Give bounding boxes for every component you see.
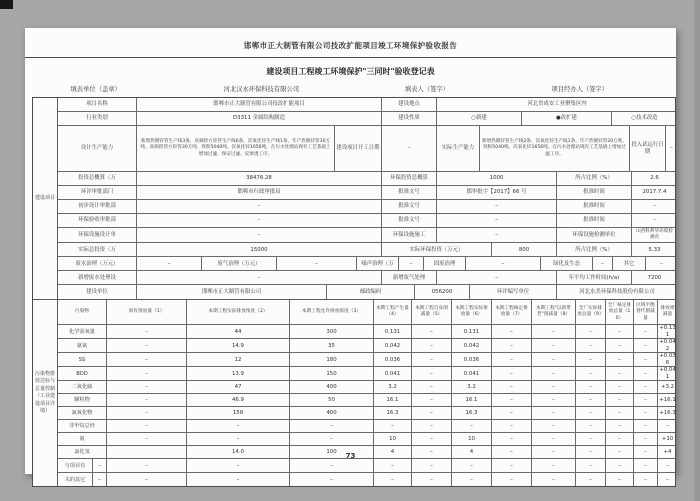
- pollutant-name: BOD: [76, 370, 88, 377]
- form-cell: 邯郸市正大制管有限公司技改扩能项目: [136, 98, 381, 111]
- table-cell: 44: [186, 325, 289, 338]
- form-cell: 废气治理（万元）: [201, 257, 276, 270]
- table-cell: –: [575, 394, 605, 406]
- pollutant-name: 二氧化硫: [71, 384, 93, 391]
- form-cell: 环评审批部门: [80, 189, 114, 196]
- table-cell: –: [531, 459, 575, 472]
- form-cell: 所占比例（%）: [556, 243, 631, 256]
- form-cell: 山西科利华环境检测有: [631, 228, 677, 242]
- table-cell: –: [92, 459, 106, 472]
- table-cell: –: [491, 353, 531, 366]
- form-cell: –: [436, 271, 556, 284]
- form-cell: 5.33: [631, 243, 677, 256]
- form-cell: –: [645, 257, 677, 270]
- pollutant-row: [58, 419, 675, 432]
- table-cell: +0.131: [657, 325, 677, 338]
- form-cell: 实际环保投资（万元）: [381, 243, 491, 256]
- table-cell: –: [411, 367, 451, 380]
- form-cell: –: [136, 214, 381, 227]
- form-cell: 环保设施施工: [381, 228, 436, 242]
- form-header-row: [32, 84, 669, 93]
- table-cell: –: [657, 420, 677, 432]
- table-cell: 400: [289, 407, 373, 419]
- page-number: 73: [345, 452, 356, 460]
- header-cell: 本期工程自身削减量（5）: [411, 300, 451, 324]
- form-row: [58, 185, 675, 199]
- table-cell: +4: [657, 446, 677, 458]
- table-cell: 0.042: [373, 339, 411, 352]
- form-cell: 投入试运行日期: [629, 126, 665, 171]
- table-cell: 158: [186, 407, 289, 419]
- table-cell: –: [411, 473, 451, 486]
- header-cell: 排放增减量: [657, 300, 677, 324]
- table-cell: –: [575, 325, 605, 338]
- form-cell: 新增废气处理: [381, 271, 436, 284]
- table-cell: –: [531, 473, 575, 486]
- table-cell: –: [605, 367, 633, 380]
- form-cell: 批准时间: [556, 186, 631, 199]
- table-cell: –: [106, 353, 186, 366]
- form-cell: –: [398, 257, 423, 270]
- form-cell: 投资总概算（万: [78, 175, 116, 182]
- form-row: [58, 171, 675, 185]
- form-cell: –: [436, 214, 556, 227]
- table-cell: +16.3: [657, 407, 677, 419]
- header-cell: 本期工程实际排放浓度（2）: [186, 300, 289, 324]
- table-cell: –: [411, 394, 451, 406]
- table-cell: +16.1: [657, 394, 677, 406]
- form-cell: 新增热镀锌管生产线2条、次氧化锌生产线1条、年产热镀锌管20万吨、铁粉5040吨、次氧化锌1656吨，在污水处理站现有工艺基础上增加过滤工序。: [479, 126, 629, 171]
- form-cell: 056200: [414, 285, 469, 299]
- table-cell: –: [106, 381, 186, 393]
- header-cell: 全厂实际排放总量（9）: [575, 300, 605, 324]
- form-cell: –: [276, 257, 356, 270]
- fill-unit-value: 河北汉永环保科技有限公司: [223, 86, 300, 93]
- table-cell: –: [605, 420, 633, 432]
- table-cell: 10: [373, 433, 411, 445]
- construction-section: [33, 98, 675, 299]
- form-row: [58, 256, 675, 270]
- table-cell: –: [531, 446, 575, 458]
- pollutant-row: [58, 393, 675, 406]
- table-cell: +3.2: [657, 381, 677, 393]
- table-cell: –: [491, 381, 531, 393]
- pollutant-name: 氨: [79, 436, 85, 443]
- scan-artifact: [0, 0, 13, 9]
- document-page: [25, 28, 676, 483]
- form-cell: 新增废水处理设: [78, 274, 116, 281]
- form-row: [58, 284, 675, 299]
- table-cell: –: [531, 407, 575, 419]
- form-cell: 2.6: [631, 172, 677, 185]
- form-cell: 项目名称: [86, 101, 108, 108]
- table-cell: –: [411, 381, 451, 393]
- form-cell: 邯审批字【2017】66 号: [436, 186, 556, 199]
- fill-unit-label: 填表单位（盖章）: [70, 86, 121, 93]
- table-cell: –: [491, 433, 531, 445]
- table-cell: 14.0: [186, 446, 289, 458]
- form-row: [58, 125, 675, 171]
- table-cell: –: [605, 353, 633, 366]
- table-cell: 0.041: [451, 367, 491, 380]
- form-cell: –: [136, 228, 381, 242]
- form-cell: –: [465, 257, 540, 270]
- other-pollutant-row: [58, 458, 675, 472]
- header-cell: 污染物: [74, 309, 90, 315]
- table-cell: 10: [451, 433, 491, 445]
- table-cell: +0.041: [657, 367, 677, 380]
- form-cell: 年平均工作时间(h/a): [556, 271, 631, 284]
- form-cell: 800: [491, 243, 556, 256]
- table-cell: –: [605, 407, 633, 419]
- table-cell: 12: [186, 353, 289, 366]
- table-cell: 300: [289, 325, 373, 338]
- table-cell: –: [605, 325, 633, 338]
- other-pollutant-row: [58, 472, 675, 486]
- table-cell: –: [373, 473, 411, 486]
- table-cell: –: [531, 394, 575, 406]
- pollutant-row: [58, 380, 675, 393]
- table-cell: –: [633, 339, 657, 352]
- table-cell: 50: [289, 394, 373, 406]
- form-cell: –: [136, 200, 381, 213]
- form-cell: –: [436, 200, 556, 213]
- table-cell: –: [531, 381, 575, 393]
- table-cell: –: [633, 420, 657, 432]
- form-cell: D3311 金属结构制造: [136, 112, 381, 125]
- project-handler-label: 项目经办人（签字）: [551, 86, 609, 93]
- table-cell: –: [531, 353, 575, 366]
- header-cell: 本期工程核定排放量（7）: [491, 300, 531, 324]
- table-cell: –: [106, 325, 186, 338]
- form-row: [58, 98, 675, 111]
- pollutant-name: 关的其它: [64, 476, 86, 483]
- form-cell: 环评编写单位: [469, 285, 556, 299]
- form-cell: 环保设施检测单位: [556, 228, 631, 242]
- table-cell: –: [575, 459, 605, 472]
- form-cell: 其它: [612, 257, 645, 270]
- table-cell: –: [633, 446, 657, 458]
- table-cell: –: [575, 367, 605, 380]
- form-cell: 新增热镀锌管生产线3条、高频焊方矩管生产线6条、次氧化锌生产线1条、年产热镀锌管30万吨、高频焊管方矩管30万吨、铁粉5040吨、次氧化锌1656吨，在污水处理站现有工艺基础上增加过滤、保安过滤、反渗透工序。: [136, 126, 334, 171]
- form-cell: 批准文号: [381, 200, 436, 213]
- table-cell: –: [605, 459, 633, 472]
- header-rule: [25, 57, 676, 58]
- form-cell: 38476.28: [136, 172, 381, 185]
- table-cell: –: [605, 394, 633, 406]
- form-cell: –: [631, 200, 677, 213]
- table-cell: –: [186, 433, 289, 445]
- header-cell: 全厂核定排放总量（10）: [605, 300, 633, 324]
- table-cell: –: [106, 394, 186, 406]
- table-cell: –: [411, 325, 451, 338]
- form-cell: 邮政编码: [326, 285, 414, 299]
- form-cell: 批准时间: [556, 200, 631, 213]
- table-cell: –: [106, 407, 186, 419]
- table-cell: –: [451, 420, 491, 432]
- form-cell: 2017.7.4: [631, 186, 677, 199]
- header-cell: 本期工程允许排放浓度（3）: [289, 300, 373, 324]
- construction-rows: [58, 98, 675, 299]
- table-cell: 100: [289, 446, 373, 458]
- table-cell: 47: [186, 381, 289, 393]
- pollutant-name: 非甲烷总烃: [69, 423, 95, 430]
- table-cell: 46.9: [186, 394, 289, 406]
- table-cell: –: [633, 394, 657, 406]
- table-cell: –: [491, 420, 531, 432]
- table-cell: –: [605, 473, 633, 486]
- table-cell: –: [373, 459, 411, 472]
- table-cell: 0.042: [451, 339, 491, 352]
- form-cell: 实际总投资（万: [78, 246, 116, 253]
- table-cell: –: [531, 420, 575, 432]
- form-row: [58, 111, 675, 125]
- table-cell: 150: [289, 367, 373, 380]
- pollutant-row: [58, 406, 675, 419]
- header-cell: 原有排放量（1）: [106, 300, 186, 324]
- table-cell: –: [575, 353, 605, 366]
- table-cell: –: [106, 367, 186, 380]
- form-cell: 绿化及生态: [540, 257, 592, 270]
- table-cell: 16.1: [451, 394, 491, 406]
- table-cell: –: [633, 433, 657, 445]
- table-cell: –: [605, 381, 633, 393]
- table-cell: 13.9: [186, 367, 289, 380]
- table-cell: –: [106, 459, 186, 472]
- table-cell: 3.2: [373, 381, 411, 393]
- table-cell: 4: [373, 446, 411, 458]
- form-cell: 1000: [436, 172, 556, 185]
- table-cell: –: [633, 381, 657, 393]
- table-cell: –: [289, 420, 373, 432]
- pollutant-name: 与项目有: [64, 462, 86, 469]
- form-cell: 行业类别: [86, 115, 108, 122]
- form-cell: 批准时间: [556, 214, 631, 227]
- table-cell: –: [491, 339, 531, 352]
- table-cell: –: [531, 433, 575, 445]
- table-cell: –: [289, 459, 373, 472]
- table-cell: –: [411, 339, 451, 352]
- form-cell: –: [136, 257, 201, 270]
- table-cell: –: [633, 353, 657, 366]
- form-cell: 批准文号: [381, 186, 436, 199]
- table-cell: –: [575, 433, 605, 445]
- pollutant-name: 氮氧化物: [71, 410, 93, 417]
- pollutant-group-label: 污染物排放达标与总量控制（工业建设项目详填）: [33, 300, 58, 486]
- table-cell: –: [531, 325, 575, 338]
- form-cell: 建设单位: [86, 289, 108, 296]
- table-cell: –: [531, 367, 575, 380]
- table-cell: 35: [289, 339, 373, 352]
- table-cell: –: [575, 420, 605, 432]
- pollutant-row: [58, 324, 675, 338]
- form-cell: 邯郸市行政审批局: [136, 186, 381, 199]
- table-cell: –: [411, 420, 451, 432]
- table-cell: 0.131: [451, 325, 491, 338]
- table-cell: –: [411, 459, 451, 472]
- form-row: [58, 199, 675, 213]
- table-cell: 180: [289, 353, 373, 366]
- table-cell: –: [605, 446, 633, 458]
- table-cell: –: [106, 433, 186, 445]
- form-cell: 设计生产能力: [80, 145, 114, 152]
- table-cell: –: [411, 407, 451, 419]
- pollutant-row: [58, 432, 675, 445]
- form-row: [58, 242, 675, 256]
- table-cell: –: [106, 473, 186, 486]
- pollutant-name: 氯化氢: [74, 449, 90, 456]
- table-cell: 4: [451, 446, 491, 458]
- pollutant-row: [58, 352, 675, 366]
- table-cell: –: [491, 407, 531, 419]
- table-cell: –: [289, 473, 373, 486]
- form-row: [58, 270, 675, 284]
- table-cell: –: [491, 446, 531, 458]
- form-cell: ○新建: [436, 112, 521, 125]
- form-cell: 邯郸市正大制管有限公司: [136, 285, 326, 299]
- table-cell: –: [411, 446, 451, 458]
- table-cell: –: [186, 473, 289, 486]
- table-cell: –: [575, 381, 605, 393]
- pollutant-header-row: [58, 300, 675, 324]
- table-cell: –: [106, 420, 186, 432]
- table-cell: –: [575, 407, 605, 419]
- table-cell: 0.036: [451, 353, 491, 366]
- table-cell: –: [575, 446, 605, 458]
- form-cell: 固废治理: [423, 257, 465, 270]
- form-cell: 批准文号: [381, 214, 436, 227]
- page-edge-shade: [694, 0, 700, 501]
- table-cell: +0.042: [657, 339, 677, 352]
- form-row: [58, 213, 675, 227]
- form-cell: –: [436, 228, 556, 242]
- table-cell: 16.3: [451, 407, 491, 419]
- table-cell: –: [491, 473, 531, 486]
- fill-person-label: 填表人（签字）: [404, 86, 449, 93]
- registration-table: [32, 97, 676, 487]
- form-title: 建设项目工程竣工环境保护"三同时"验收登记表: [266, 67, 435, 76]
- table-cell: +0.036: [657, 353, 677, 366]
- table-cell: –: [575, 339, 605, 352]
- table-cell: –: [575, 473, 605, 486]
- table-cell: 0.036: [373, 353, 411, 366]
- table-cell: –: [633, 459, 657, 472]
- form-cell: 初步设计审批部: [78, 203, 116, 210]
- form-cell: 所占比例（%）: [556, 172, 631, 185]
- form-cell: 建设项目开工日期: [334, 126, 381, 171]
- pollutant-name: 颗粒物: [74, 397, 90, 404]
- form-cell: 噪声治理（万: [356, 257, 398, 270]
- table-cell: –: [491, 325, 531, 338]
- form-cell: 河北省成安工业聚集区内: [436, 98, 677, 111]
- table-cell: –: [491, 367, 531, 380]
- report-header: 邯郸市正大制管有限公司技改扩能项目竣工环境保护验收报告: [243, 41, 458, 50]
- form-cell: –: [381, 126, 436, 171]
- table-cell: –: [186, 459, 289, 472]
- table-cell: –: [633, 473, 657, 486]
- form-cell: ○技术改造: [611, 112, 677, 125]
- pollutant-name: SS: [78, 356, 86, 363]
- table-cell: –: [92, 473, 106, 486]
- table-cell: +10: [657, 433, 677, 445]
- form-cell: 15000: [136, 243, 381, 256]
- table-cell: –: [411, 433, 451, 445]
- table-cell: –: [411, 353, 451, 366]
- form-cell: 环保设施设计单: [78, 231, 116, 238]
- form-cell: –: [136, 271, 381, 284]
- table-cell: –: [289, 433, 373, 445]
- form-cell: 河北水美环保科技股份有限公司: [556, 285, 677, 299]
- table-cell: 0.041: [373, 367, 411, 380]
- form-cell: 建设地点: [381, 98, 436, 111]
- form-cell: 环保投资总概算: [381, 172, 436, 185]
- table-cell: –: [633, 367, 657, 380]
- form-cell: –: [631, 214, 677, 227]
- table-cell: –: [657, 459, 677, 472]
- table-cell: –: [531, 339, 575, 352]
- table-cell: –: [657, 473, 677, 486]
- form-cell: 废水治理（万元）: [75, 260, 119, 267]
- form-row: [58, 227, 675, 242]
- table-cell: 16.3: [373, 407, 411, 419]
- header-cell: 本期工程实际排放量（6）: [451, 300, 491, 324]
- table-cell: –: [451, 459, 491, 472]
- form-cell: –: [665, 126, 677, 171]
- form-cell: 建设性质: [381, 112, 436, 125]
- pollutant-name: 氨氮: [76, 342, 88, 349]
- table-cell: 400: [289, 381, 373, 393]
- table-cell: –: [491, 459, 531, 472]
- pollutant-row: [58, 338, 675, 352]
- table-cell: –: [451, 473, 491, 486]
- table-cell: –: [373, 420, 411, 432]
- table-cell: –: [106, 339, 186, 352]
- table-cell: –: [605, 339, 633, 352]
- table-cell: 16.1: [373, 394, 411, 406]
- table-cell: –: [605, 433, 633, 445]
- form-cell: –: [592, 257, 612, 270]
- form-cell: 环保验收审批部: [78, 217, 116, 224]
- table-cell: 3.2: [451, 381, 491, 393]
- header-cell: 区域平衡替代削减量: [633, 300, 657, 324]
- form-cell: 7200: [631, 271, 677, 284]
- table-cell: –: [491, 394, 531, 406]
- table-cell: –: [633, 325, 657, 338]
- form-cell: ●改扩建: [521, 112, 611, 125]
- form-cell: 实际生产能力: [436, 126, 479, 171]
- header-cell: 本期工程"以新带老"削减量（8）: [531, 300, 575, 324]
- construction-group-label: 建设项目: [33, 98, 58, 299]
- pollutant-row: [58, 366, 675, 380]
- table-cell: 0.131: [373, 325, 411, 338]
- pollutant-name: 化学需氧量: [69, 328, 95, 335]
- table-cell: –: [186, 420, 289, 432]
- header-cell: 本期工程产生量（4）: [373, 300, 411, 324]
- table-cell: –: [633, 407, 657, 419]
- table-cell: 14.9: [186, 339, 289, 352]
